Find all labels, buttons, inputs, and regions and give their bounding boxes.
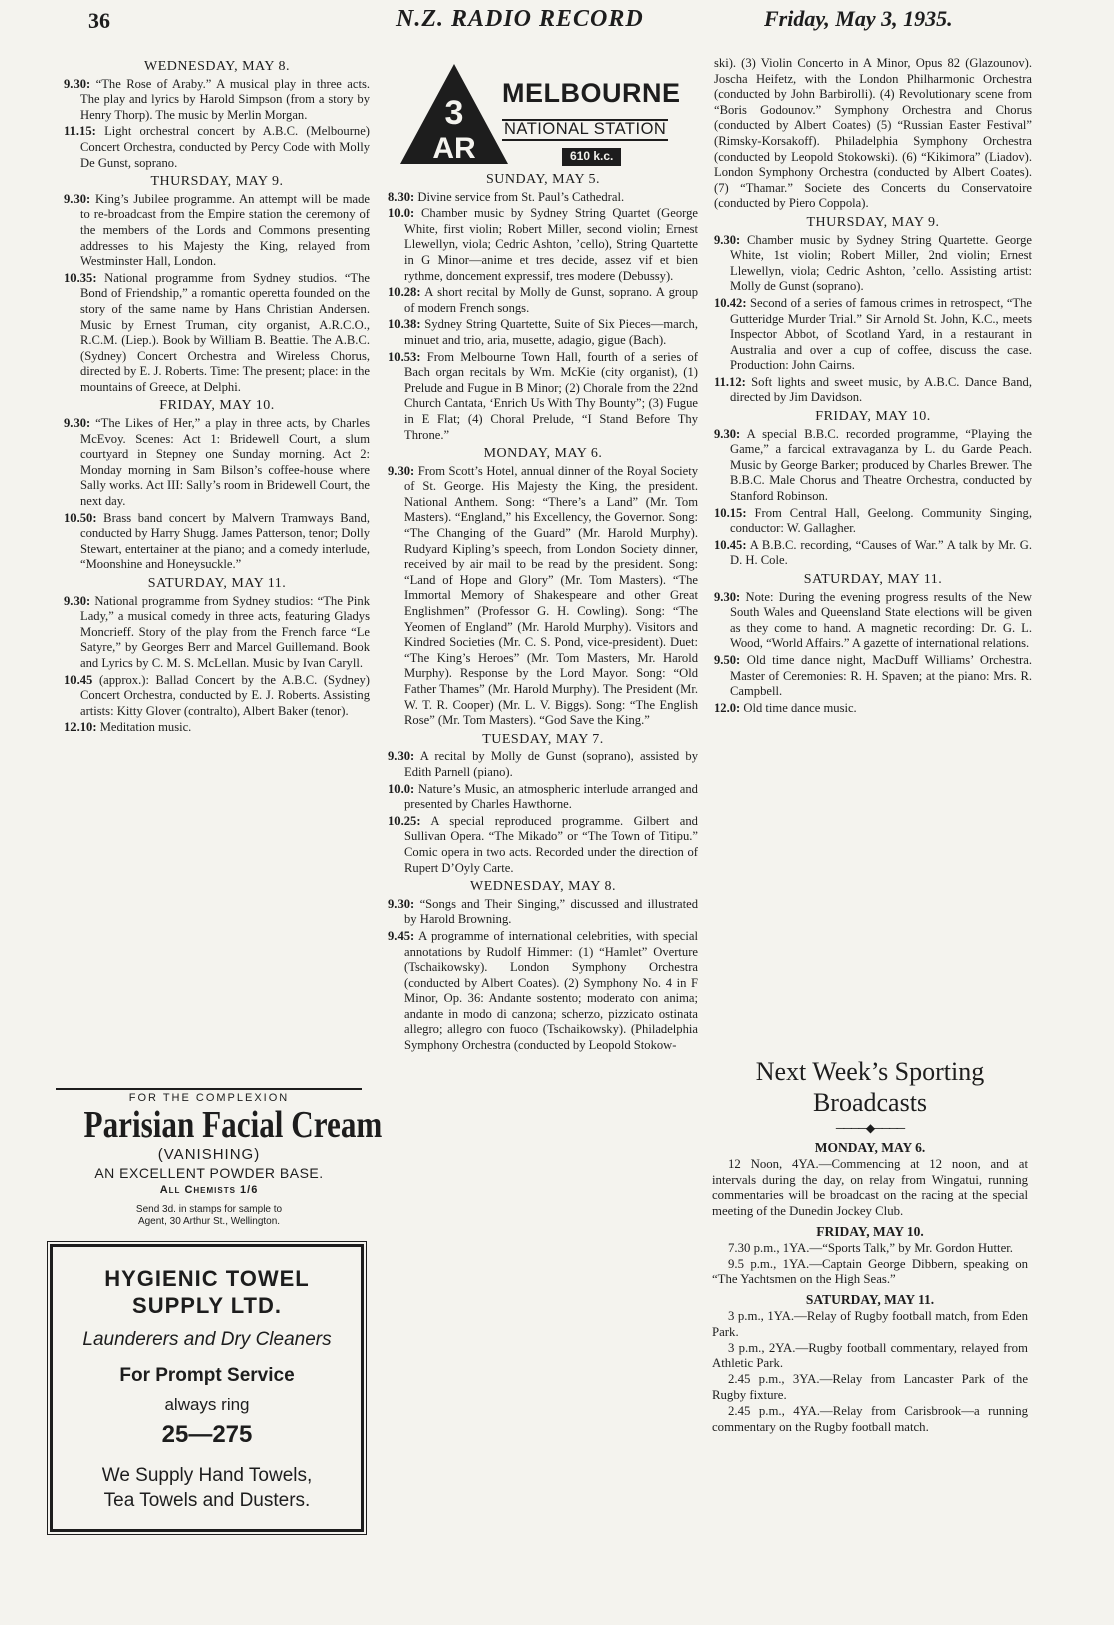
programme-time: 9.30: [388, 749, 415, 764]
programme-entry [64, 416, 370, 510]
programme-time: 10.0: [388, 781, 415, 796]
advert-company-name [53, 1265, 361, 1319]
programme-list-2 [388, 172, 698, 1054]
programme-entry [64, 594, 370, 672]
day-heading: SATURDAY, MAY 11. [147, 576, 287, 591]
advert-towel-supply [50, 1244, 364, 1532]
sporting-day: FRIDAY, MAY 10. [816, 1223, 924, 1239]
programme-entry [714, 506, 1032, 537]
advert-kicker: FOR THE COMPLEXION [128, 1092, 290, 1104]
advert-prompt: For Prompt Service [119, 1365, 295, 1386]
programme-entry [388, 749, 698, 780]
sporting-entry: 2.45 p.m., 4YA.—Relay from Carisbrook—a running commentary on the Rugby football match. [712, 1403, 1028, 1434]
day-heading: TUESDAY, MAY 7. [482, 731, 604, 747]
sporting-day: MONDAY, MAY 6. [814, 1140, 926, 1155]
programme-column-2 [388, 56, 698, 1055]
station-frequency: 610 k.c. [562, 148, 621, 166]
programme-time: 10.0: [388, 206, 415, 221]
programme-time: 10.35: [64, 270, 97, 285]
programme-time: 10.15: [714, 505, 747, 520]
day-heading: WEDNESDAY, MAY 8. [144, 59, 290, 74]
programme-time: 9.30: [714, 232, 741, 247]
programme-text: Light orchestral concert by A.B.C. (Melbourne) Concert Orchestra, conducted by Percy Code with Molly De Gunst, soprano. [80, 124, 370, 170]
programme-text: From Scott’s Hotel, annual dinner of the Royal Society of St. George. His Majesty the King, the president. National Anthem. Song: “There’s a Land” (Mr. Tom Masters). “England,” his Excellency, the Governor. Song: “The Changing of the Guard” (Mr. Harold Murphy). Rudyard Kipling’s speech, from London Society dinner, received by air mail to be read by the president. Song: “Land of Hope and Glory” (Mr. Tom Masters). “The Immortal Memory of Shakespeare and other Great Englishmen” (Professor G. H. Cowling). Song: “The Yeomen of England” (Mr. Harold Murphy). Visitors and Kindred Societies (Mr. C. S. Pond, vice-president). Duet: “The King’s Heroes” (Mr. Tom Masters, Mr. Harold Murphy). Response by the Lord Mayor. Song: “Old Father Thames” (Mr. Harold Murphy). The President (Mr. W. T. R. Cooper) (Mr. L. V. Biggs). Song: “The English Rose” (Mr. Tom Masters). “God Save the King.” [404, 463, 698, 728]
programme-time: 10.45: [714, 537, 747, 552]
sporting-entry: 7.30 p.m., 1YA.—“Sports Talk,” by Mr. Gordon Hutter. [728, 1240, 1014, 1255]
day-heading: FRIDAY, MAY 10. [159, 398, 275, 414]
programme-entry [714, 56, 1032, 212]
programme-time: 9.30: [714, 426, 741, 441]
programme-entry [388, 206, 698, 284]
day-heading: THURSDAY, MAY 9. [150, 174, 284, 190]
programme-time: 9.30: [388, 463, 415, 478]
programme-time: 9.30: [64, 593, 91, 608]
sporting-entry: 2.45 p.m., 3YA.—Relay from Lancaster Park of the Rugby fixture. [712, 1372, 1028, 1402]
advert-phone: 25—275 [161, 1421, 253, 1448]
programme-text: A short recital by Molly de Gunst, soprano. A group of modern French songs. [404, 285, 698, 315]
programme-time: 10.42: [714, 295, 747, 310]
programme-text: National programme from Sydney studios. “The Bond of Friendship,” a romantic operetta founded on the story of the same name by Hans Christian Andersen. Music by Ernest Truman, city organist, A.R.C.O., R.C.M. (Liep.). Book by William B. Beattie. The A.B.C. (Sydney) Concert Orchestra and Wireless Chorus, directed by E. J. Roberts. Time: The present; place: in the mountains of Greece, at Delphi. [80, 270, 370, 394]
sample-line-1: Send 3d. in stamps for sample to [135, 1204, 283, 1215]
day-heading: SATURDAY, MAY 11. [803, 572, 943, 587]
programme-entry [714, 590, 1032, 652]
sporting-list [712, 1140, 1028, 1435]
programme-entry [388, 897, 698, 928]
programme-text: King’s Jubilee programme. An attempt will be made to re-broadcast from the Empire station the ceremony of the members of the Lords and Commons presenting addresses to his Majesty the King, relayed from Westminster Hall, London. [80, 191, 370, 269]
day-heading: THURSDAY, MAY 9. [806, 214, 940, 230]
programme-time: 10.50: [64, 510, 97, 525]
programme-time: 9.50: [714, 652, 741, 667]
programme-time: 11.15: [64, 124, 96, 139]
issue-date: Friday, May 3, 1935. [764, 6, 953, 31]
programme-entry [64, 271, 370, 396]
programme-entry [388, 350, 698, 444]
programme-text: Chamber music by Sydney String Quartet (George White, first violin; Robert Miller, second violin; Ernest Llewellyn, viola; Cedric Ashton, ’cello), String Quartette in G Minor—anime et tres decide, assez vif et bien rythme, doncement expressif, tres modere (Debussy). [404, 206, 698, 283]
programme-text: From Central Hall, Geelong. Community Singing, conductor: W. Gallagher. [730, 505, 1032, 536]
programme-time: 9.30: [388, 896, 415, 911]
programme-time: 10.45 [64, 672, 93, 687]
programme-text: “Songs and Their Singing,” discussed and illustrated by Harold Browning. [404, 896, 698, 927]
advert-price: All Chemists 1/6 [159, 1184, 259, 1196]
programme-entry [64, 77, 370, 124]
programme-entry [64, 192, 370, 270]
supply-line-2: Tea Towels and Dusters. [103, 1490, 311, 1511]
programme-entry [64, 511, 370, 573]
programme-entry [388, 464, 698, 729]
sporting-entry: 12 Noon, 4YA.—Commencing at 12 noon, and at intervals during the day, on relay from Wingatui, running commentaries will be broadcast on the racing at the special meeting of the Dunedin Jockey Club. [712, 1156, 1028, 1219]
station-name: NATIONAL STATION [502, 119, 668, 141]
programme-text: (approx.): Ballad Concert by the A.B.C. (Sydney) Concert Orchestra, conducted by E. J. Roberts. Assisting artists: Kitty Glover (contralto), Albert Baker (tenor). [80, 672, 370, 718]
advert-tagline: AN EXCELLENT POWDER BASE. [94, 1165, 324, 1181]
sporting-broadcasts [712, 1056, 1028, 1435]
programme-text: Second of a series of famous crimes in retrospect, “The Gutteridge Murder Trial.” Sir Arnold St. John, K.C., meets Inspector Abbot, of Scotland Yard, in a restaurant in Australia and over a cup of coffee, discuss the case. Production: John Cairns. [730, 295, 1033, 373]
company-name-line-2: SUPPLY LTD. [132, 1293, 282, 1318]
programme-time: 10.53: [388, 349, 421, 364]
page-number: 36 [88, 8, 110, 33]
programme-time: 9.30: [64, 76, 91, 91]
advert-facial-cream [56, 1088, 383, 1228]
programme-entry [388, 814, 698, 876]
programme-entry [64, 673, 370, 720]
programme-entry [714, 375, 1032, 406]
programme-entry [388, 317, 698, 348]
programme-text: National programme from Sydney studios: “The Pink Lady,” a musical comedy in three acts, featuring Gladys Moncrieff. Story of the play from the French farce “Le Satyre,” by Georges Berr and Marcel Guillemand. Book and Lyrics by C. M. S. McLellan. Music by Ivan Caryll. [80, 593, 370, 670]
programme-text: “The Likes of Her,” a play in three acts, by Charles McEvoy. Scenes: Act 1: Bridewell Court, a slum courtyard in Stepney one Sunday morning. Act 2: Monday morning in Sam Bilson’s coffee-house where Sally works. Act III: Sally’s room in Bridewell Court, the next day. [80, 416, 371, 509]
station-city: MELBOURNE [502, 78, 681, 108]
day-heading: WEDNESDAY, MAY 8. [470, 879, 616, 895]
programme-entry [714, 427, 1032, 505]
advert-subtitle: (VANISHING) [157, 1146, 261, 1163]
call-sign-top: 3 [444, 94, 464, 132]
advert-product-name: Parisian Facial Cream [83, 1104, 383, 1146]
programme-entry [714, 701, 1032, 717]
sporting-entry: 3 p.m., 2YA.—Rugby football commentary, relayed from Athletic Park. [712, 1340, 1028, 1371]
station-logo-icon [398, 62, 510, 166]
programme-entry [388, 285, 698, 316]
call-sign-bottom: AR [432, 132, 476, 165]
programme-text: A special reproduced programme. Gilbert and Sullivan Opera. “The Mikado” or “The Town of Titipu.” Comic opera in two acts. Recorded under the direction of Rupert D’Oyly Carte. [404, 813, 698, 875]
programme-time: 9.30: [714, 589, 741, 604]
programme-column-3 [714, 56, 1032, 717]
sample-line-2: Agent, 30 Arthur St., Wellington. [137, 1216, 281, 1227]
programme-text: From Melbourne Town Hall, fourth of a series of Bach organ recitals by Wm. McKie (city organist), (1) Prelude and Fugue in B Minor; (2) Chorale from the 22nd Church Cantata, ‘Enrich Us With Thy Bounty”; (3) Fugue in E Flat; (4) Choral Prelude, “I Stand Before Thy Throne.” [404, 349, 698, 442]
programme-time: 9.30: [64, 191, 91, 206]
programme-time: 9.30: [64, 416, 91, 431]
sporting-entry: 9.5 p.m., 1YA.—Captain George Dibbern, speaking on “The Yachtsmen on the High Seas.” [712, 1256, 1028, 1287]
advert-services: Launderers and Dry Cleaners [82, 1329, 332, 1350]
programme-text: Sydney String Quartette, Suite of Six Pieces—march, minuet and trio, aria, musette, adagio, gigue (Bach). [404, 317, 698, 347]
programme-text: Soft lights and sweet music, by A.B.C. Dance Band, directed by Jim Davidson. [730, 374, 1032, 405]
programme-text: Nature’s Music, an atmospheric interlude arranged and presented by Charles Hawthorne. [404, 781, 698, 812]
programme-text: Divine service from St. Paul’s Cathedral. [417, 189, 625, 204]
programme-time: 10.38: [388, 317, 421, 332]
programme-text: Note: During the evening progress results of the New South Wales and Queensland State elections will be given as they come to hand. A magnetic recording: Dr. G. L. Wood, “World Affairs.” A gazette of international relations. [730, 589, 1032, 651]
programme-text: Meditation music. [99, 720, 192, 735]
day-heading: MONDAY, MAY 6. [483, 446, 603, 462]
programme-entry [388, 190, 698, 206]
programme-text: Brass band concert by Malvern Tramways Band, conducted by Harry Shugg. James Patterson, tenor; Dolly Stewart, entertainer at the piano; and a comedy interlude, “Moonshine and Honeysuckle.” [80, 510, 370, 572]
sporting-entry: 3 p.m., 1YA.—Relay of Rugby football match, from Eden Park. [712, 1308, 1028, 1339]
programme-entry [388, 929, 698, 1054]
programme-time: 12.10: [64, 720, 97, 735]
advert-supplies [53, 1463, 361, 1513]
programme-time: 10.28: [388, 285, 421, 300]
programme-text: “The Rose of Araby.” A musical play in three acts. The play and lyrics by Harold Simpson (from a story by Henry Thorp). The music by Merlin Morgan. [80, 76, 370, 122]
supply-line-1: We Supply Hand Towels, [101, 1465, 313, 1486]
programme-entry [714, 296, 1032, 374]
programme-text: Old time dance night, MacDuff Williams’ Orchestra. Master of Ceremonies: R. H. Spaven; at the piano: Mrs. R. Campbell. [730, 652, 1032, 699]
station-banner [388, 62, 698, 168]
programme-text: Old time dance music. [743, 700, 857, 715]
programme-text: ski). (3) Violin Concerto in A Minor, Opus 82 (Glazounov). Joscha Heifetz, with the London Philharmonic Orchestra (conducted by John Barbirolli). (4) Revolutionary scene from “Boris Godounov.” Symphony Orchestra and Chorus (conducted by Albert Coates) (5) “Russian Easter Festival” (Rimsky-Korsakoff). Philadelphia Symphony Orchestra (conducted by Leopold Stokowski). (6) “Kikimora” (Liadov). London Symphony Orchestra (conducted by Albert Coates). (7) “Thamar.” Societe des Concerts du Conservatoire (conducted by Piero Coppola). [714, 56, 1032, 211]
programme-text: A special B.B.C. recorded programme, “Playing the Game,” a farcical extravaganza by L. du Garde Peach. Music by George Barker; produced by Charles Brewer. The B.B.C. Male Chorus and Theatre Orchestra, conducted by Stanford Robinson. [730, 426, 1032, 504]
programme-text: Chamber music by Sydney String Quartette. George White, 1st violin; Robert Miller, 2nd violin; Ernest Llewellyn, viola; Cedric Ashton, ’cello. Assisting artist: Molly de Gunst (soprano). [730, 232, 1032, 294]
programme-entry [714, 653, 1032, 700]
programme-time: 11.12: [714, 374, 746, 389]
programme-text: A B.B.C. recording, “Causes of War.” A talk by Mr. G. D. H. Cole. [730, 537, 1032, 568]
sporting-title: Next Week’s Sporting Broadcasts [755, 1057, 985, 1117]
ornament-divider: ────◆──── [835, 1121, 905, 1135]
programme-entry [64, 124, 370, 171]
company-name-line-1: HYGIENIC TOWEL [104, 1266, 310, 1291]
programme-time: 10.25: [388, 813, 421, 828]
programme-text: A programme of international celebrities, with special annotations by Rudolf Himmer: (1) “Hamlet” Overture (Tschaikowsky). London Symphony Orchestra (conducted by Albert Coates). (2) Symphony No. 4 in F Minor, Op. 36: Andante sostento; moderato con anima; andante in modo di canzona; scherzo, pizzicato ostinata allegro; allegro con fuoco (Tschaikowsky). (Philadelphia Symphony Orchestra (conducted by Leopold Stokow- [404, 928, 698, 1053]
programme-text: A recital by Molly de Gunst (soprano), assisted by Edith Parnell (piano). [404, 749, 698, 779]
programme-column-1 [64, 56, 370, 737]
programme-time: 9.45: [388, 928, 415, 943]
day-heading: FRIDAY, MAY 10. [815, 409, 931, 425]
programme-time: 12.0: [714, 700, 741, 715]
advert-ring: always ring [164, 1395, 250, 1414]
programme-time: 8.30: [388, 189, 415, 204]
publication-title: N.Z. RADIO RECORD [396, 6, 644, 32]
advert-sample-offer [56, 1204, 362, 1228]
programme-entry [714, 538, 1032, 569]
programme-entry [388, 782, 698, 813]
programme-entry [714, 233, 1032, 295]
programme-entry [64, 720, 370, 736]
page-header [0, 6, 1114, 34]
day-heading: SUNDAY, MAY 5. [485, 172, 601, 187]
sporting-day: SATURDAY, MAY 11. [805, 1292, 935, 1308]
